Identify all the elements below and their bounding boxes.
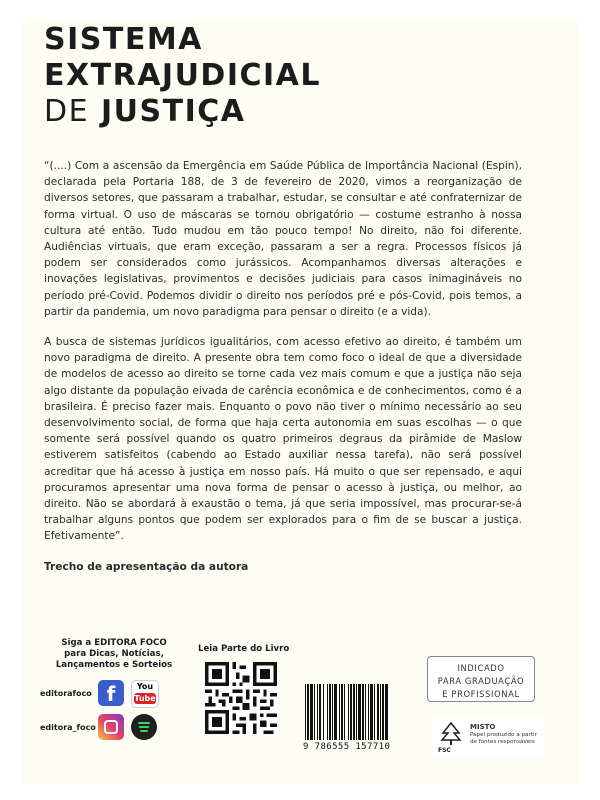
follow-line-3: Lançamentos e Sorteios [55,660,173,670]
fsc-tree-icon [440,721,462,747]
blurb-paragraph-1: “(....) Com a ascensão da Emergência em Saúde Pública de Importância Nacional (Espin), declarada pela Portaria 188, de 3 de fevereiro de 2020, vimos a reorganização de diversos setores, que passaram a trabalhar, estudar, se consultar e até confraternizar de forma virtual. O uso de máscaras se tornou obrigatório — costume estranho à nossa cultura até então. Tudo mudou em tão pouco tempo! No direito, não foi diferente. Audiências virtuais, que eram exceção, passaram a ser a regra. Processos físicos já podem ser considerados como jurássicos. Acompanhamos diversas alterações e inovações legislativas, provimentos e decisões judiciais para casos inimagináveis no período pré-Covid. Podemos dividir o direito nos períodos pré e pós-Covid, pois temos, a partir da pandemia, um novo paradigma para pensar o direito (e a vida). [44,160,522,318]
fsc-certification [432,717,544,757]
fsc-label [470,722,537,746]
youtube-text-top: You [136,682,154,691]
title-prefix: DE [44,94,90,129]
follow-line-2: para Dicas, Notícias, [64,649,164,659]
title-line-3 [44,94,321,130]
facebook-handle: editorafoco [40,689,92,698]
qr-code [205,662,277,734]
qr-caption: Leia Parte do Livro [198,644,290,654]
youtube-text-bottom: Tube [134,694,156,703]
recommended-badge [427,656,535,702]
book-title [44,22,321,130]
title-line-1: SISTEMA [44,22,203,57]
fsc-misto: MISTO [470,723,496,731]
fsc-paper-line-2: de fontes responsáveis [470,739,535,745]
follow-text [40,638,188,671]
isbn-number: 9 786555 157710 [303,742,391,752]
fsc-paper-line-1: Papel produzido a partir [470,732,537,738]
facebook-icon: f [98,680,124,706]
spotify-icon [131,714,157,740]
badge-line-2: PARA GRADUAÇÃO [437,676,525,686]
title-main: JUSTIÇA [101,94,246,129]
blurb-credit: Trecho de apresentação da autora [44,560,249,573]
follow-line-1: Siga a EDITORA FOCO [61,638,167,648]
badge-line-1: INDICADO [457,663,505,673]
instagram-handle: editora_foco [40,723,96,732]
blurb [44,158,522,589]
youtube-icon [131,680,159,708]
isbn-barcode [303,684,417,740]
blurb-paragraph-2: A busca de sistemas jurídicos igualitários, com acesso efetivo ao direito, é também um novo paradigma de direito. A presente obra tem como foco o ideal de que a diversidade de modelos de acesso ao direito se torne cada vez mais comum e que a justiça não seja algo distante da população eivada de carência econômica e de conhecimentos, como é a brasileira. É preciso fazer mais. Enquanto o povo não tiver o mínimo necessário ao seu desenvolvimento social, de forma que haja certa autonomia em suas escolhas — o que somente será possível quando os quatro primeiros degraus da pirâmide de Maslow estiverem satisfeitos (cabendo ao Estado auxiliar nessa tarefa), não será possível acreditar que há acesso à justiça em nosso país. Há muito o que ser repensado, e aqui procuramos apresentar uma nova forma de pensar o acesso à justiça, ou melhor, ao direito. Não se abordará à exaustão o tema, já que seria impossível, mas procurar-se-á trabalhar alguns pontos que podem ser explorados para o fim de se buscar a justiça. Efetivamente”. [44,336,522,543]
instagram-icon [98,714,124,740]
badge-line-3: E PROFISSIONAL [442,689,520,699]
fsc-mark: FSC [438,747,451,754]
title-line-2: EXTRAJUDICIAL [44,58,322,93]
